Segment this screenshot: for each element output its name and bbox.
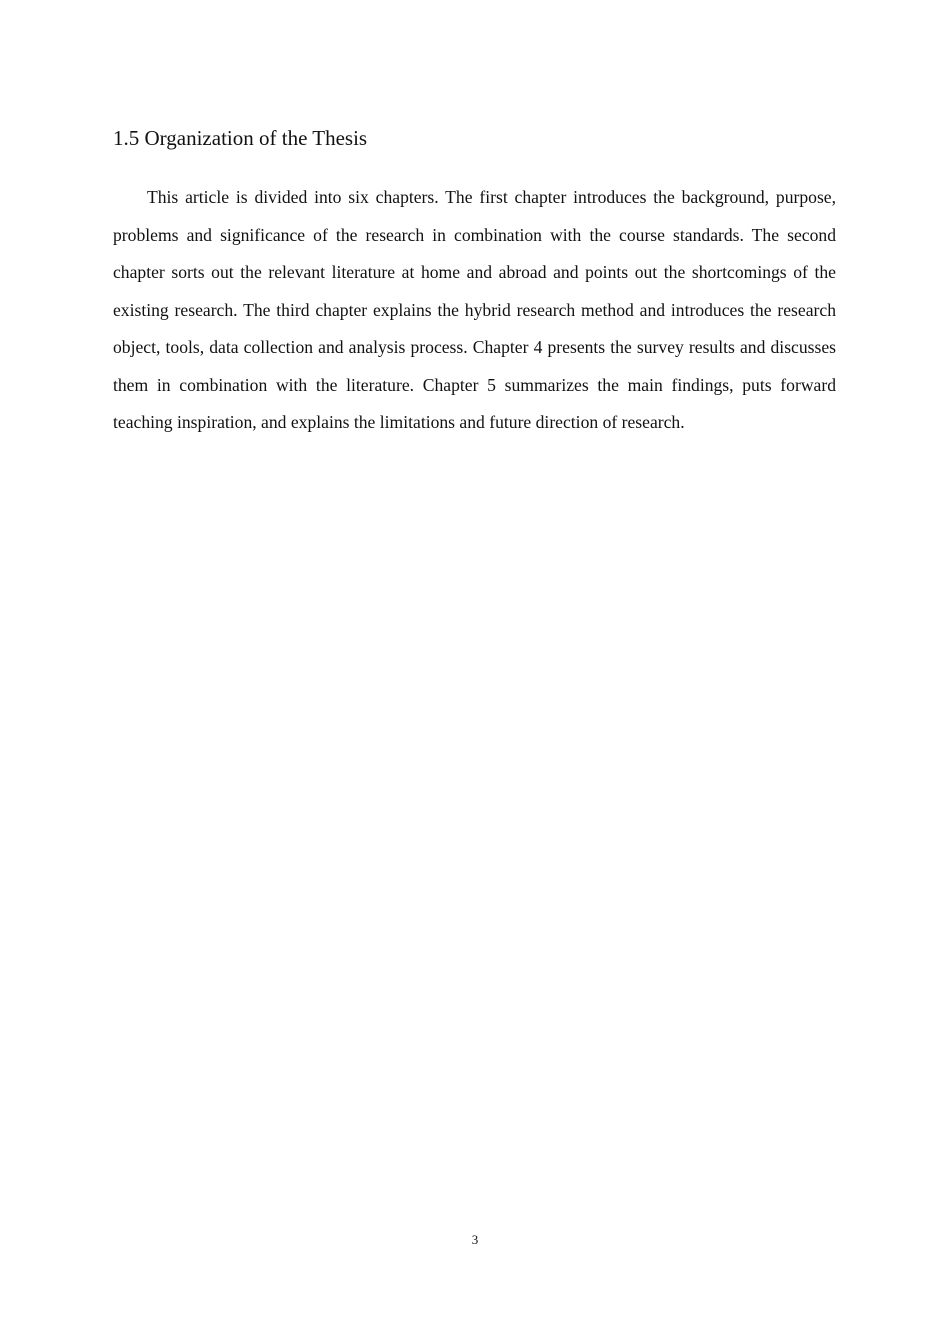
- section-heading: 1.5 Organization of the Thesis: [113, 126, 368, 150]
- body-paragraph: This article is divided into six chapters. The first chapter introduces the background, purpose, problems and significance of the research in combination with the course standards. The second chapter sorts out the relevant literature at home and abroad and points out the shortcomings of the existing research. The third chapter explains the hybrid research method and introduces the research object, tools, data collection and analysis process. Chapter 4 presents the survey results and discusses them in combination with the literature. Chapter 5 summarizes the main findings, puts forward teaching inspiration, and explains the limitations and future direction of research.: [113, 187, 836, 432]
- page-number: 3: [471, 1232, 479, 1247]
